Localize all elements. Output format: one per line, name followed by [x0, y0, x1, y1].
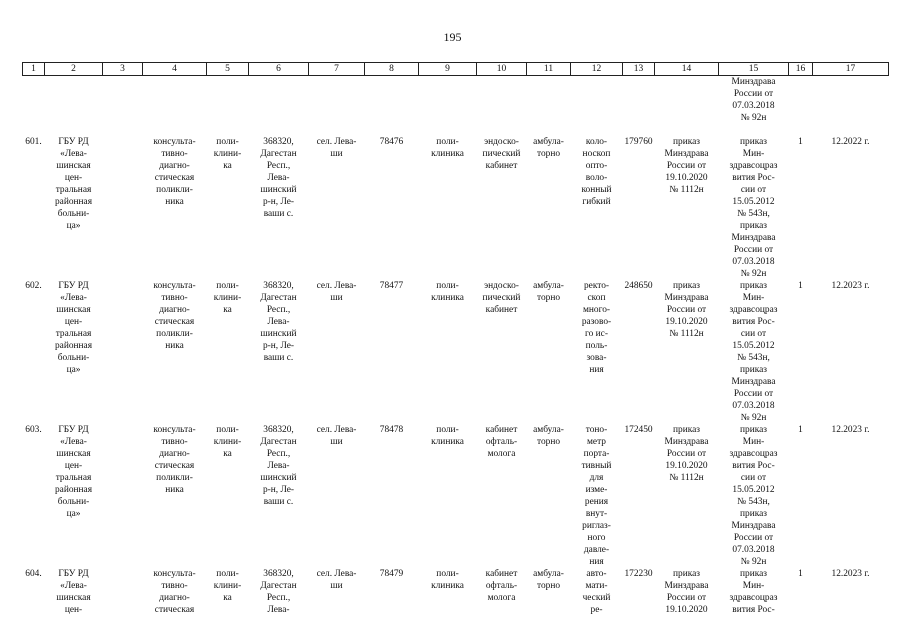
row-number: 602.: [25, 281, 42, 291]
quantity-cell: 1: [798, 137, 803, 147]
column-header-15: 15: [719, 63, 789, 76]
equipment-cell: коло- носкоп опто- воло- конный гибкий: [581, 137, 612, 207]
code-cell: 78477: [379, 281, 404, 291]
column-header-4: 4: [143, 63, 207, 76]
standard-cell: приказ Мин- здравсоцраз вития Рос- сии от 15.05.2012 № 543н, приказ Минздрава России от 07.03.2018 № 92н: [729, 281, 778, 423]
column-header-7: 7: [309, 63, 365, 76]
address-cell: 368320, Дагестан Респ., Лева-: [260, 569, 297, 615]
department-cell: поли- клиника: [431, 569, 464, 591]
column-header-1: 1: [23, 63, 45, 76]
standard-cell: приказ Мин- здравсоцраз вития Рос- сии от 15.05.2012 № 543н, приказ Минздрава России от 07.03.2018 № 92н: [729, 425, 778, 567]
order-cell: приказ Минздрава России от 19.10.2020: [664, 569, 709, 615]
equipment-cell: авто- мати- ческий ре-: [582, 569, 611, 615]
facility-type-cell: консульта- тивно- диагно- стическая: [153, 569, 196, 615]
locality-cell: сел. Лева- ши: [316, 425, 357, 447]
column-header-16: 16: [789, 63, 813, 76]
department-cell: поли- клиника: [431, 281, 464, 303]
unit-cell: поли- клини- ка: [213, 425, 242, 459]
equipment-cell: ректо- скоп много- разово- го ис- поль- зова- ния: [581, 281, 612, 375]
registry-table: [22, 62, 889, 628]
department-cell: поли- клиника: [431, 137, 464, 159]
equipment-code-cell: 172230: [624, 569, 653, 579]
address-cell: 368320, Дагестан Респ., Лева- шинский р-н, Ле- ваши с.: [260, 281, 297, 363]
facility-type-cell: консульта- тивно- диагно- стическая поликли- ника: [153, 281, 196, 351]
page-number: 195: [443, 30, 462, 44]
organization-cell: ГБУ РД «Лева- шинская цен- тральная районная больни- ца»: [54, 137, 93, 231]
row-number: 601.: [25, 137, 42, 147]
code-cell: 78479: [379, 569, 404, 579]
order-cell: приказ Минздрава России от 19.10.2020 № 1112н: [664, 425, 709, 483]
facility-type-cell: консульта- тивно- диагно- стическая поликли- ника: [153, 425, 196, 495]
column-header-5: 5: [207, 63, 249, 76]
column-header-3: 3: [103, 63, 143, 76]
equipment-code-cell: 248650: [624, 281, 653, 291]
column-header-8: 8: [365, 63, 419, 76]
equipment-cell: тоно- метр порта- тивный для изме- рения внут- риглаз- ного давле- ния: [581, 425, 612, 567]
code-cell: 78478: [379, 425, 404, 435]
room-cell: эндоско- пический кабинет: [482, 281, 521, 315]
address-cell: 368320, Дагестан Респ., Лева- шинский р-н, Ле- ваши с.: [260, 425, 297, 507]
address-cell: 368320, Дагестан Респ., Лева- шинский р-н, Ле- ваши с.: [260, 137, 297, 219]
mode-cell: амбула- торно: [533, 137, 564, 159]
organization-cell: ГБУ РД «Лева- шинская цен-: [56, 569, 91, 615]
room-cell: эндоско- пический кабинет: [482, 137, 521, 171]
date-cell: 12.2023 г.: [831, 281, 870, 291]
mode-cell: амбула- торно: [533, 425, 564, 447]
table-row: [23, 568, 889, 628]
col3-cell: [103, 136, 143, 280]
table-row: [23, 424, 889, 568]
col3-cell: [103, 280, 143, 424]
col3-cell: [103, 424, 143, 568]
locality-cell: сел. Лева- ши: [316, 569, 357, 591]
column-header-2: 2: [45, 63, 103, 76]
equipment-code-cell: 172450: [624, 425, 653, 435]
facility-type-cell: консульта- тивно- диагно- стическая поликли- ника: [153, 137, 196, 207]
standard-cell: приказ Мин- здравсоцраз вития Рос- сии от 15.05.2012 № 543н, приказ Минздрава России от 07.03.2018 № 92н: [729, 137, 778, 279]
column-header-6: 6: [249, 63, 309, 76]
column-header-14: 14: [655, 63, 719, 76]
room-cell: кабинет офталь- молога: [485, 569, 518, 603]
quantity-cell: 1: [798, 569, 803, 579]
department-cell: поли- клиника: [431, 425, 464, 447]
date-cell: 12.2022 г.: [831, 137, 870, 147]
column-header-13: 13: [623, 63, 655, 76]
column-header-17: 17: [813, 63, 889, 76]
date-cell: 12.2023 г.: [831, 425, 870, 435]
quantity-cell: 1: [798, 425, 803, 435]
column-header-12: 12: [571, 63, 623, 76]
order-cell: приказ Минздрава России от 19.10.2020 № 1112н: [664, 281, 709, 339]
organization-cell: ГБУ РД «Лева- шинская цен- тральная районная больни- ца»: [54, 425, 93, 519]
code-cell: 78476: [379, 137, 404, 147]
organization-cell: ГБУ РД «Лева- шинская цен- тральная районная больни- ца»: [54, 281, 93, 375]
column-header-11: 11: [527, 63, 571, 76]
spill-standard-cell: Минздрава России от 07.03.2018 № 92н: [731, 77, 776, 123]
date-cell: 12.2023 г.: [831, 569, 870, 579]
quantity-cell: 1: [798, 281, 803, 291]
standard-cell: приказ Мин- здравсоцраз вития Рос-: [729, 569, 778, 615]
locality-cell: сел. Лева- ши: [316, 281, 357, 303]
equipment-code-cell: 179760: [624, 137, 653, 147]
order-cell: приказ Минздрава России от 19.10.2020 № 1112н: [664, 137, 709, 195]
spill-row: [23, 76, 889, 137]
column-header-9: 9: [419, 63, 477, 76]
row-number: 604.: [25, 569, 42, 579]
unit-cell: поли- клини- ка: [213, 137, 242, 171]
room-cell: кабинет офталь- молога: [485, 425, 518, 459]
mode-cell: амбула- торно: [533, 281, 564, 303]
locality-cell: сел. Лева- ши: [316, 137, 357, 159]
table-row: [23, 136, 889, 280]
mode-cell: амбула- торно: [533, 569, 564, 591]
table-row: [23, 280, 889, 424]
column-header-10: 10: [477, 63, 527, 76]
header-row: [23, 63, 889, 76]
unit-cell: поли- клини- ка: [213, 569, 242, 603]
unit-cell: поли- клини- ка: [213, 281, 242, 315]
col3-cell: [103, 568, 143, 628]
row-number: 603.: [25, 425, 42, 435]
